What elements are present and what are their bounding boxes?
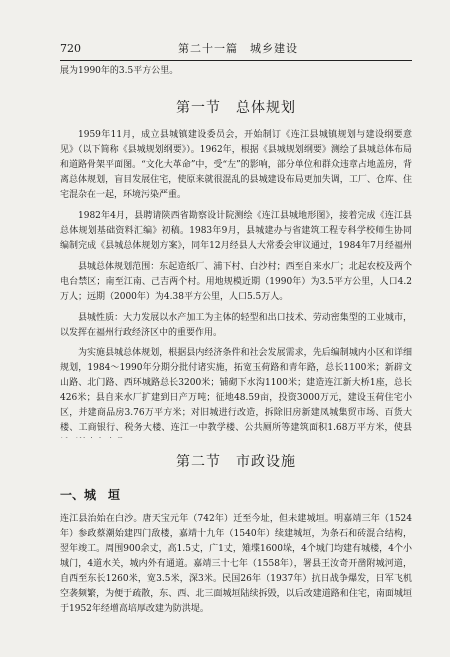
intro-paragraph: 展为1990年的3.5平方公里。 xyxy=(60,66,179,76)
body-paragraph: 1982年4月，县聘请陕西省勘察设计院测绘《连江县城地形图》，接着完成《连江县总体规划基础资料汇编》初稿。1983年9月，县城建办与省建筑工程专科学校师生协同编制完成《县城总体规划方案》，同年12月经县人大常委会审议通过，1984年7月经福州 xyxy=(60,211,412,251)
body-paragraph: 1959年11月，成立县城镇建设委员会，开始制订《连江县城镇规划与建设纲要意见》（以下简称《县城规划纲要》）。1962年，根据《县城规划纲要》测绘了县城总体布局和道路骨架平面图。“文化大革命”中，受“左”的影响，部分单位和群众违章占地盖房，背离总体规划，盲目发展住宅，使原来就很混乱的县城建设布局更加失调，工厂、仓库、住宅混杂在一起，环境污染严重。 xyxy=(60,130,412,200)
header-rule xyxy=(60,60,412,61)
body-paragraph: 为实施县城总体规划，根据县内经济条件和社会发展需求，先后编制城内小区和详细规划，1984～1990年分期分批付诸实施，拓宽玉荷路和青年路，总长1100米；新辟文山路、北门路、西环城路总长3200米；铺砌下水沟1100米；建造连江新大桥1座，总长426米；县自来水厂扩建到日产万吨；征地48.59亩，投资3000万元，建设玉荷住宅小区，并建商品房3.76万平方米；对旧城进行改造，拆除旧房新建凤城集贸市场、百货大楼、工商银行、税务大楼、连江一中教学楼、公共厕所等建筑面积1.68万平方米，使县 xyxy=(60,348,412,433)
subsection-title: 一、城 垣 xyxy=(60,488,121,502)
page-number: 720 xyxy=(60,42,81,55)
body-paragraph: 连江县治始在白沙。唐天宝元年（742年）迁至今址，但未建城垣。明嘉靖三年（1524年）参政蔡潮始建四门敌楼，嘉靖十九年（1540年）续建城垣，为条石和砖混合结构，翌年竣工。周围900余丈，高1.5丈，广1丈，雉堞1600垛，4个城门均建有城楼，4个小城门，4道水关，城内外有通道。嘉靖三十七年（1558年），署县王汝奇开凿附城河道，自西至东长1260米，宽3.5米，深3米。民国26年（1937年）抗日战争爆发，日军飞机空袭频繁，为便于疏散，东、西、北三面城垣陆续拆毁，以后改建道路和住宅，南面城垣于1952年经增高培厚改建为防洪堤。 xyxy=(60,514,412,614)
body-paragraph: 县城总体规划范围：东起造纸厂、浦下村、白沙村；西至自来水厂；北起农校及两个电台禁区；南至江南、己吉两个村。用地规模近期（1990年）为3.5平方公里，人口4.2万人；远期（2000年）为4.38平方公里，人口5.5万人。 xyxy=(60,262,412,302)
section-title: 第二节 市政设施 xyxy=(176,454,296,470)
body-paragraph: 县城性质：大力发展以水产加工为主体的轻型和出口技术、劳动密集型的工业城市，以发挥在福州行政经济区中的重要作用。 xyxy=(60,313,412,338)
section-title: 第一节 总体规划 xyxy=(176,100,296,116)
running-header xyxy=(60,40,412,58)
running-title: 第二十一篇 城乡建设 xyxy=(178,42,298,55)
